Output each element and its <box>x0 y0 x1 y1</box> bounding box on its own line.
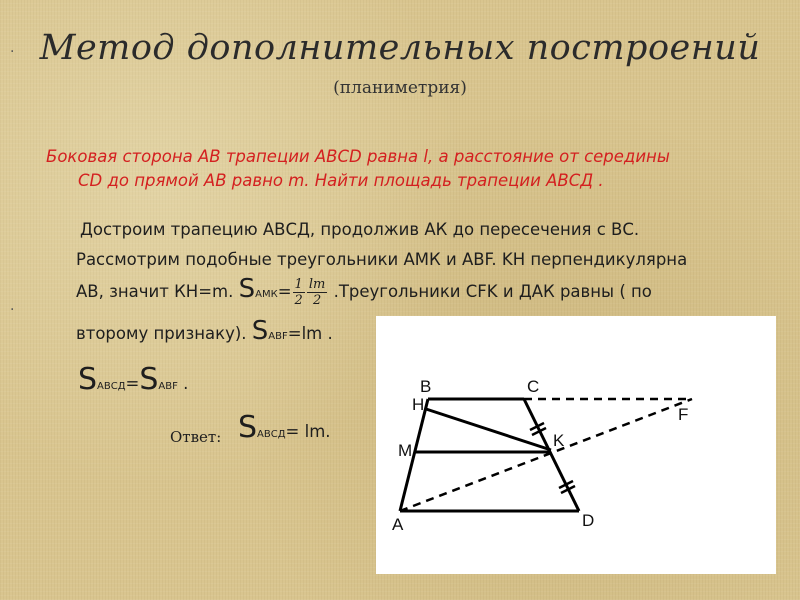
area-subscript-abf: ABF <box>268 331 288 342</box>
area-symbol: S <box>251 316 269 346</box>
fraction-one-half <box>293 277 305 308</box>
area-symbol: S <box>139 362 159 397</box>
solution-line-3 <box>76 274 652 308</box>
vertex-label-c: C <box>527 377 540 396</box>
vertex-label-m: M <box>398 441 413 460</box>
area-subscript-abcd: АВСД <box>257 429 286 440</box>
vertex-label-h: H <box>412 395 425 414</box>
trapezoid-diagram <box>376 316 776 574</box>
fraction-numerator: 1 <box>294 277 303 292</box>
bullet-dot-mid: · <box>10 302 15 318</box>
solution-line-4 <box>76 316 333 346</box>
fraction-lm-half <box>307 277 328 308</box>
problem-statement <box>46 145 766 193</box>
line4-prefix: второму признаку). <box>76 324 247 343</box>
segment-cd <box>524 399 579 511</box>
vertex-label-a: A <box>392 515 404 534</box>
area-subscript-abf: ABF <box>158 381 178 392</box>
period: . <box>183 374 189 393</box>
area-subscript-abcd: АВСД <box>97 381 126 392</box>
line3-prefix: AB, значит КН=m. <box>76 282 234 301</box>
equals-sign: = <box>125 374 140 393</box>
solution-line-2: Рассмотрим подобные треугольники АМК и ABF. KH перпендикулярна <box>76 250 688 269</box>
problem-line-2: CD до прямой АВ равно m. Найти площадь трапеции АВСД . <box>78 171 604 190</box>
area-symbol: S <box>238 274 256 304</box>
vertex-label-f: F <box>678 405 689 424</box>
problem-line-1: Боковая сторона АВ трапеции АВСD равна l, а расстояние от середины <box>46 147 670 166</box>
area-symbol: S <box>238 410 258 445</box>
line3-suffix: .Треугольники CFK и ДАК равны ( по <box>333 282 652 301</box>
vertex-label-b: B <box>420 377 432 396</box>
page-title: Метод дополнительных построений <box>39 28 761 68</box>
line4-suffix: =lm . <box>287 324 333 343</box>
page-subtitle: (планиметрия) <box>333 78 467 98</box>
vertex-label-d: D <box>582 511 595 530</box>
answer-value: = lm. <box>285 422 331 441</box>
answer-label: Ответ: <box>170 428 222 446</box>
solution-line-1: Достроим трапецию АВСД, продолжив АК до пересечения с ВС. <box>80 220 640 239</box>
answer-formula <box>238 410 331 445</box>
diagram-svg <box>376 316 776 574</box>
area-subscript-amk: АМК <box>255 289 278 300</box>
equals-sign: = <box>277 282 292 301</box>
vertex-label-k: K <box>553 431 565 450</box>
area-equality <box>78 362 188 397</box>
fraction-denominator: 2 <box>294 293 303 308</box>
fraction-denominator: 2 <box>312 293 322 308</box>
bullet-dot-top: · <box>10 44 15 60</box>
area-symbol: S <box>78 362 98 397</box>
fraction-numerator: lm <box>308 277 326 292</box>
